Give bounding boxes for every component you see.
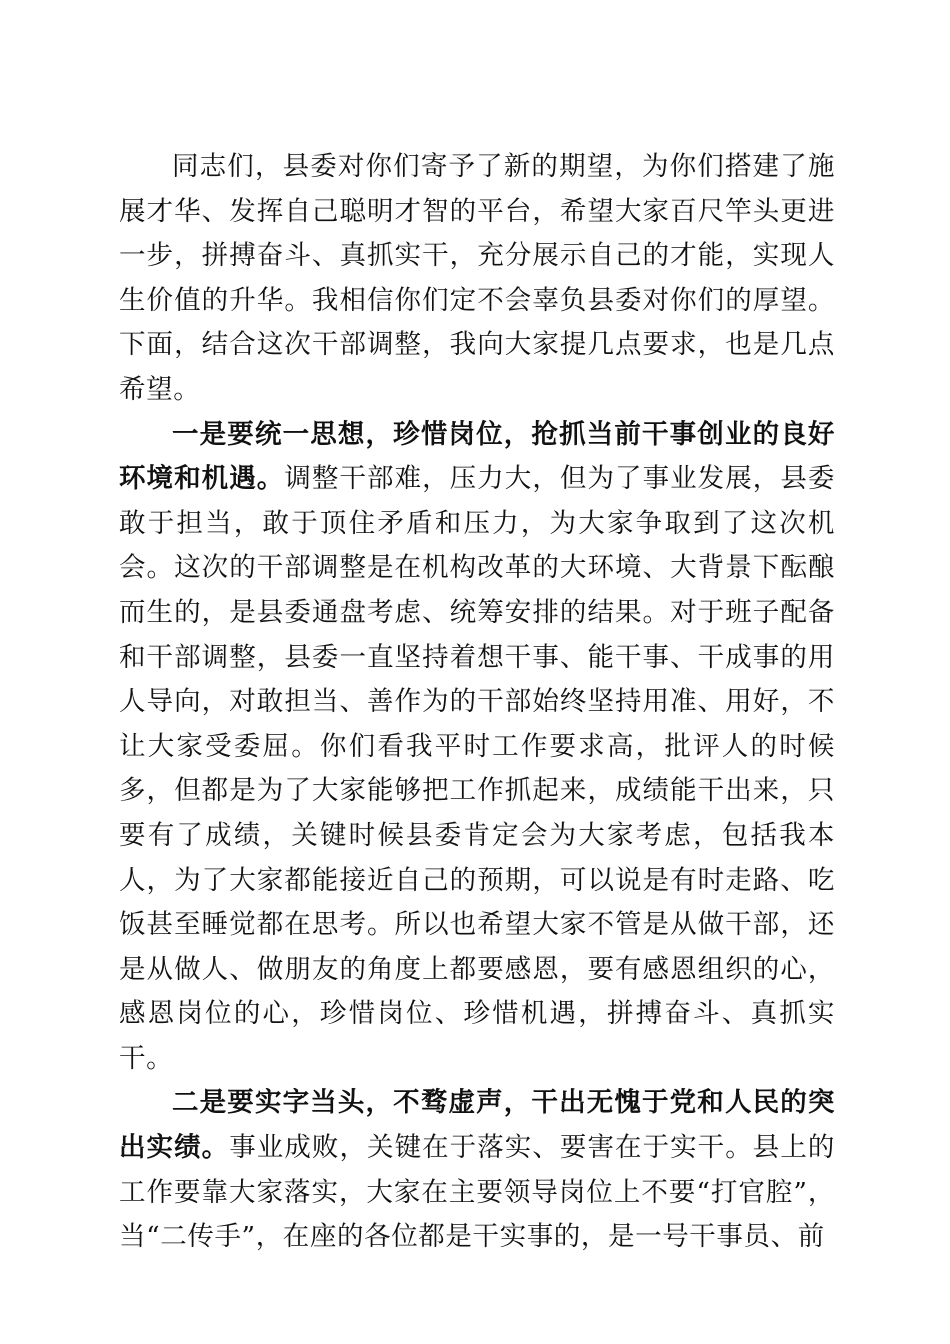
paragraph-point-two xyxy=(119,1081,835,1259)
paragraph-intro xyxy=(119,145,835,413)
paragraph-point-one xyxy=(119,413,835,1082)
paragraph-lead: 二是要实字当头，不骛虚声，干出无愧于党和人民的突出实绩。 xyxy=(119,1087,835,1164)
paragraph-lead: 一是要统一思想，珍惜岗位，抢抓当前干事创业的良好环境和机遇。 xyxy=(119,418,835,495)
document-page xyxy=(119,145,835,1260)
paragraph-text: 调整干部难，压力大，但为了事业发展，县委敢于担当，敢于顶住矛盾和压力，为大家争取到了这次机会。这次的干部调整是在机构改革的大环境、大背景下酝酿而生的，是县委通盘考虑、统筹安排的结果。对于班子配备和干部调整，县委一直坚持着想干事、能干事、干成事的用人导向，对敢担当、善作为的干部始终坚持用准、用好，不让大家受委屈。你们看我平时工作要求高，批评人的时候多，但都是为了大家能够把工作抓起来，成绩能干出来，只要有了成绩，关键时候县委肯定会为大家考虑，包括我本人，为了大家都能接近自己的预期，可以说是有时走路、吃饭甚至睡觉都在思考。所以也希望大家不管是从做干部，还是从做人、做朋友的角度上都要感恩，要有感恩组织的心，感恩岗位的心，珍惜岗位、珍惜机遇，拼搏奋斗、真抓实干。 xyxy=(119,463,836,1074)
paragraph-text: 同志们，县委对你们寄予了新的期望，为你们搭建了施展才华、发挥自己聪明才智的平台，希望大家百尺竿头更进一步，拼搏奋斗、真抓实干，充分展示自己的才能，实现人生价值的升华。我相信你们定不会辜负县委对你们的厚望。下面，结合这次干部调整，我向大家提几点要求，也是几点希望。 xyxy=(119,151,835,405)
paragraph-text: 事业成败，关键在于落实、要害在于实干。县上的工作要靠大家落实，大家在主要领导岗位上不要“打官腔”，当“二传手”，在座的各位都是干实事的，是一号干事员、前 xyxy=(119,1132,836,1253)
